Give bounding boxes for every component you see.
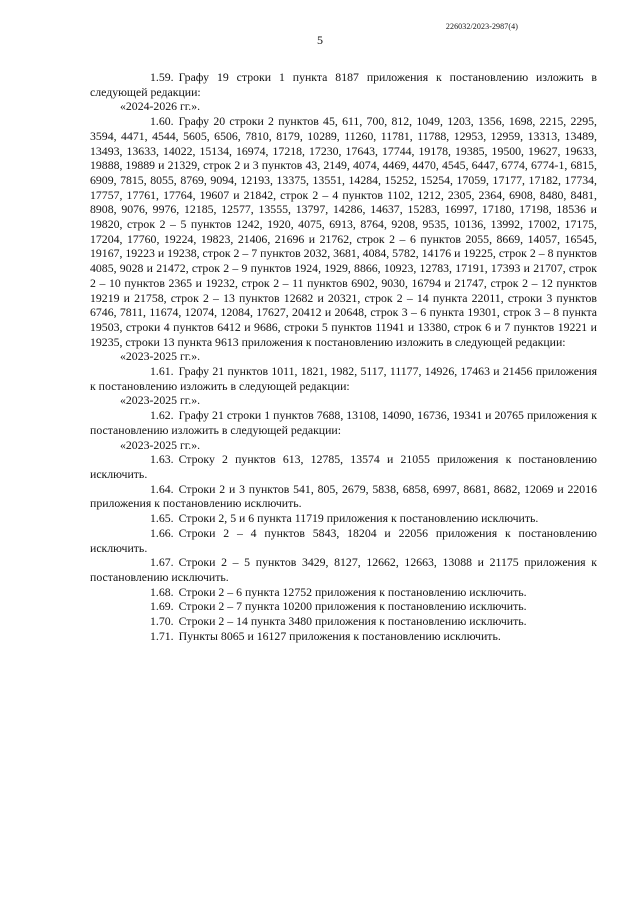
item-text: Строки 2 и 3 пунктов 541, 805, 2679, 5838, 6858, 6997, 8681, 8682, 12069 и 22016 приложения к постановлению исключить. — [90, 481, 597, 511]
quoted-value: «2023-2025 гг.». — [120, 393, 201, 408]
item-text: Строки 2 – 5 пунктов 3429, 8127, 12662, 12663, 13088 и 21175 приложения к постановлению исключить. — [90, 555, 597, 584]
quoted-value: «2023-2025 гг.». — [120, 437, 201, 452]
item-text: Строки 2 – 14 пункта 3480 приложения к постановлению исключить. — [178, 614, 527, 629]
item-1-68 — [90, 585, 597, 600]
item-number: 1.66. — [150, 525, 174, 540]
item-number: 1.60. — [150, 114, 174, 129]
body-text — [90, 70, 597, 643]
quoted-value: «2024-2026 гг.». — [120, 99, 201, 114]
item-1-71 — [90, 629, 597, 644]
item-text: Графу 21 строки 1 пунктов 7688, 13108, 14090, 16736, 19341 и 20765 приложения к постановлению изложить в следующей редакции: — [90, 408, 597, 437]
item-1-64 — [90, 482, 597, 511]
item-number: 1.65. — [150, 511, 174, 526]
item-1-66 — [90, 526, 597, 555]
item-number: 1.61. — [150, 364, 174, 379]
item-text: Строки 2 – 6 пункта 12752 приложения к постановлению исключить. — [178, 584, 527, 599]
item-text: Графу 20 строки 2 пунктов 45, 611, 700, 812, 1049, 1203, 1356, 1698, 2215, 2295, 3594, 4471, 4544, 5605, 6506, 7810, 8179, 10289, 11260, 11781, 11788, 12953, 12959, 13313, 13489, 13493, 13633, 14022, 15134, 16974, 17218, 17230, 17643, 17744, 19178, 19385, 19500, 19627, 19633, 19888, 19889 и 21329, строк 2 и 3 пунктов 43, 2149, 4074, 4469, 4470, 4545, 6447, 6774, 6774-1, 6815, 6909, 7815, 8055, 8769, 9094, 12193, 13375, 13551, 14284, 15252, 15254, 17059, 17177, 17182, 17734, 17757, 17761, 17764, 19607 и 21842, строк 2 – 4 пунктов 1102, 1212, 2305, 2364, 6908, 8480, 8481, 8908, 9076, 9976, 12185, 12577, 13555, 13797, 14286, 14637, 15283, 16997, 17180, 17198, 18536 и 19820, строк 2 – 5 пунктов 1242, 1920, 4075, 6913, 8764, 9208, 9535, 10136, 13992, 17002, 17175, 17204, 17760, 19224, 19823, 21406, 21696 и 21762, строк 2 – 6 пунктов 2055, 8669, 14057, 16545, 19167, 19223 и 19238, строк 2 – 7 пунктов 2032, 3681, 4084, 5782, 14176 и 19225, строк 2 – 8 пунктов 4085, 9028 и 21472, строк 2 – 9 пунктов 1924, 1929, 8866, 10923, 12783, 17191, 17393 и 21707, строк 2 – 10 пунктов 2365 и 19232, строк 2 – 11 пунктов 6902, 9030, 16794 и 21747, строк 2 – 12 пунктов 19219 и 21758, строк 2 – 13 пунктов 12682 и 20321, строк 2 – 14 пункта 22011, строки 3 пунктов 6746, 7811, 11674, 12074, 12084, 17627, 20412 и 20648, строк 3 – 6 пункта 19301, строк 3 – 8 пункта 19503, строки 4 пунктов 6412 и 9686, строки 5 пунктов 11941 и 13380, строк 6 и 7 пунктов 19221 и 19235, строки 13 пункта 9613 приложения к постановлению изложить в следующей редакции: — [90, 114, 597, 349]
item-text: Графу 19 строки 1 пункта 8187 приложения к постановлению изложить в следующей редакции: — [90, 70, 597, 99]
item-text: Строки 2 – 4 пунктов 5843, 18204 и 22056 приложения к постановлению исключить. — [90, 525, 597, 555]
item-number: 1.62. — [150, 408, 174, 423]
item-number: 1.59. — [150, 70, 174, 84]
item-1-59 — [90, 70, 597, 99]
item-text: Строки 2, 5 и 6 пункта 11719 приложения к постановлению исключить. — [178, 511, 539, 526]
item-1-67 — [90, 555, 597, 584]
item-1-61 — [90, 364, 597, 393]
item-number: 1.70. — [150, 614, 174, 629]
item-number: 1.63. — [150, 452, 174, 467]
item-text: Строки 2 – 7 пункта 10200 приложения к постановлению исключить. — [178, 599, 527, 614]
item-number: 1.68. — [150, 584, 174, 599]
page-number: 5 — [317, 33, 323, 47]
quoted-value: «2023-2025 гг.». — [120, 349, 201, 364]
document-id: 226032/2023-2987(4) — [445, 22, 518, 31]
item-number: 1.64. — [150, 481, 174, 496]
item-1-70 — [90, 614, 597, 629]
item-1-63 — [90, 452, 597, 481]
item-number: 1.69. — [150, 599, 174, 614]
item-number: 1.67. — [150, 555, 174, 570]
item-1-65 — [90, 511, 597, 526]
item-1-62 — [90, 408, 597, 437]
item-text: Строку 2 пунктов 613, 12785, 13574 и 21055 приложения к постановлению исключить. — [90, 452, 597, 481]
item-number: 1.71. — [150, 628, 174, 643]
item-text: Пункты 8065 и 16127 приложения к постановлению исключить. — [178, 628, 501, 643]
item-1-69 — [90, 599, 597, 614]
item-1-60 — [90, 114, 597, 349]
item-text: Графу 21 пунктов 1011, 1821, 1982, 5117, 11177, 14926, 17463 и 21456 приложения к постановлению изложить в следующей редакции: — [90, 364, 597, 393]
